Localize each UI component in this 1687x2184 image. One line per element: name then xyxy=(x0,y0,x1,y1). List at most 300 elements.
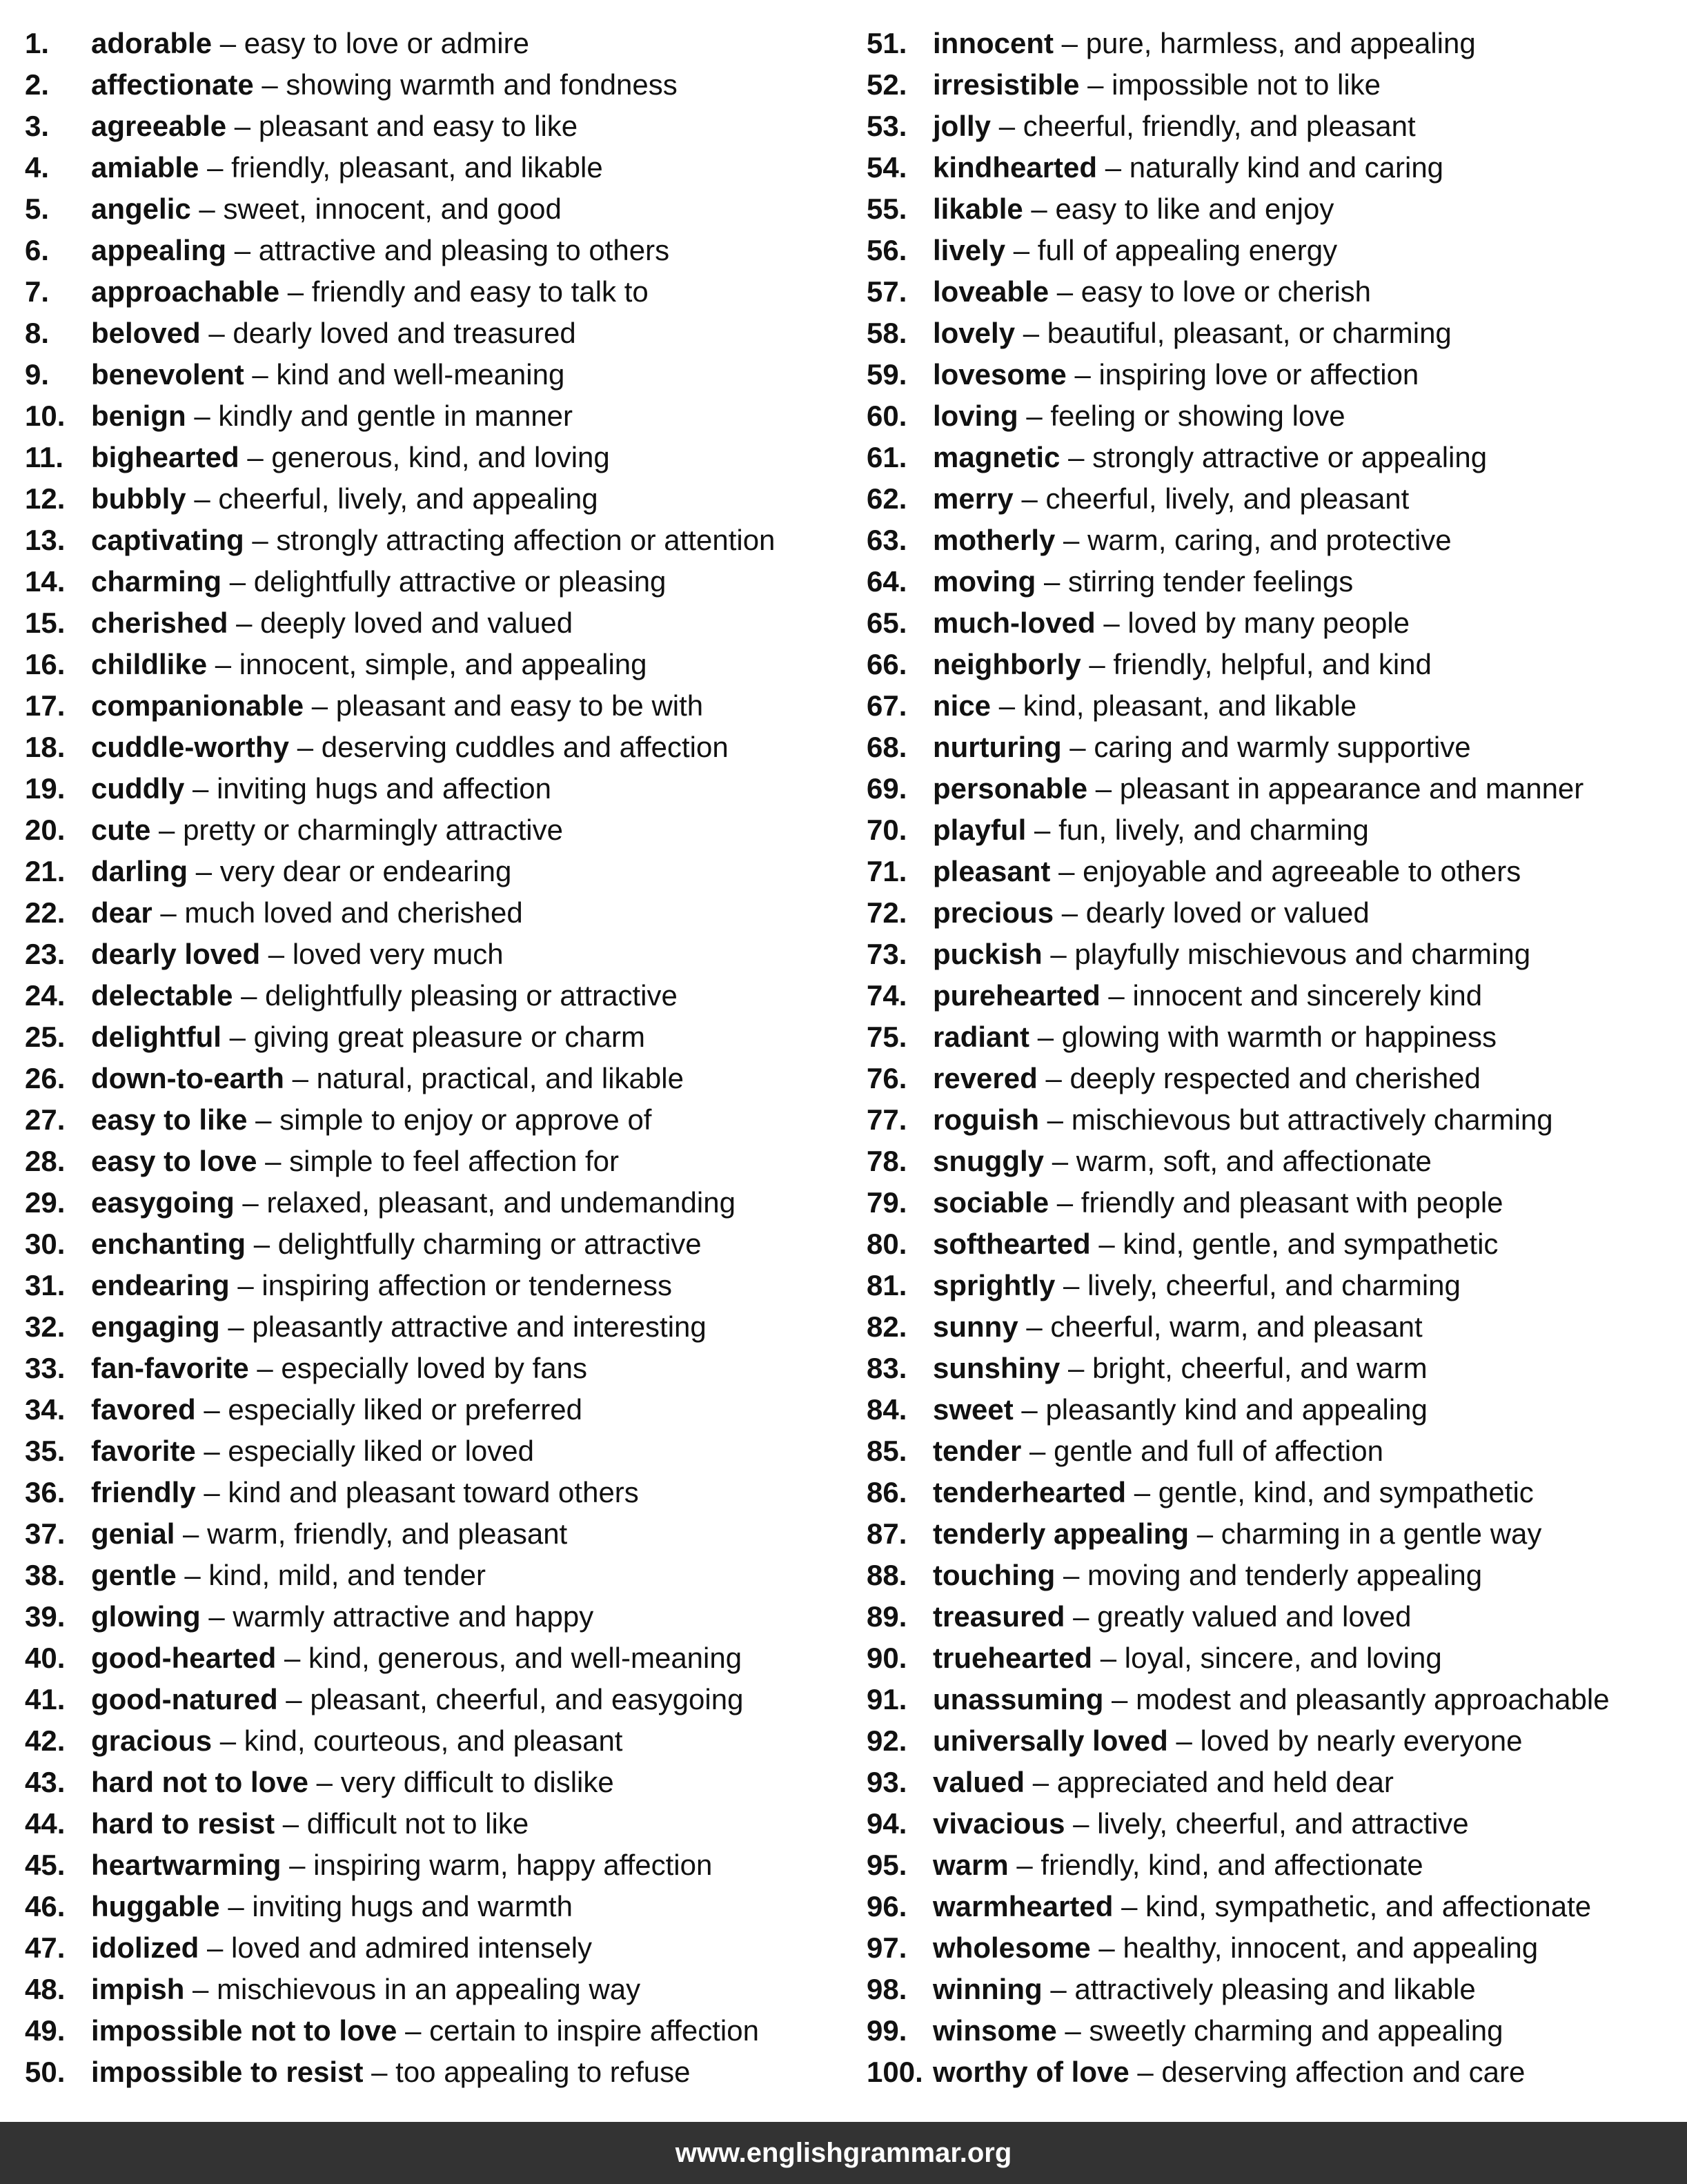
entry-content xyxy=(933,64,1381,106)
entry-content xyxy=(91,1182,736,1223)
list-item xyxy=(867,1265,1684,1306)
entry-definition: simple to enjoy or approve of xyxy=(279,1103,652,1136)
entry-number: 43. xyxy=(25,1766,66,1798)
entry-number: 61. xyxy=(867,441,907,473)
entry-word: beloved xyxy=(91,317,201,349)
list-item xyxy=(867,1762,1684,1803)
entry-number: 71. xyxy=(867,855,907,887)
entry-word: cherished xyxy=(91,607,228,639)
entry-content xyxy=(933,1306,1423,1348)
entry-word: treasured xyxy=(933,1600,1065,1633)
list-item xyxy=(25,1844,839,1886)
entry-dash: – xyxy=(193,1973,209,2005)
entry-dash: – xyxy=(1047,1103,1064,1136)
entry-content xyxy=(91,478,598,520)
entry-content xyxy=(91,1389,582,1430)
entry-definition: modest and pleasantly approachable xyxy=(1136,1683,1610,1715)
entry-word: sociable xyxy=(933,1186,1049,1219)
entry-number: 46. xyxy=(25,1890,66,1922)
entry-content xyxy=(933,147,1443,188)
entry-dash: – xyxy=(228,1310,244,1343)
entry-content xyxy=(91,1555,486,1596)
list-item xyxy=(25,1596,839,1637)
entry-definition: attractive and pleasing to others xyxy=(258,234,670,266)
entry-dash: – xyxy=(252,358,268,391)
list-item xyxy=(25,1389,839,1430)
entry-content xyxy=(91,768,551,809)
entry-content xyxy=(91,892,523,934)
entry-word: winning xyxy=(933,1973,1043,2005)
entry-content xyxy=(933,395,1345,437)
entry-word: irresistible xyxy=(933,68,1080,101)
entry-definition: charming in a gentle way xyxy=(1221,1517,1542,1550)
list-item xyxy=(25,1182,839,1223)
entry-definition: pleasant and easy to like xyxy=(258,110,578,142)
list-item xyxy=(25,1430,839,1472)
entry-word: easy to love xyxy=(91,1145,257,1177)
entry-definition: kind, pleasant, and likable xyxy=(1023,689,1357,722)
entry-word: magnetic xyxy=(933,441,1060,473)
entry-number: 96. xyxy=(867,1890,907,1922)
entry-number: 3. xyxy=(25,110,50,142)
entry-definition: loved very much xyxy=(292,938,504,970)
entry-number: 98. xyxy=(867,1973,907,2005)
entry-word: jolly xyxy=(933,110,992,142)
entry-word: impish xyxy=(91,1973,185,2005)
entry-content xyxy=(91,685,703,727)
list-item xyxy=(867,1141,1684,1182)
entry-content xyxy=(933,1223,1498,1265)
entry-content xyxy=(91,1016,645,1058)
footer-bar xyxy=(0,2122,1687,2184)
entry-number: 87. xyxy=(867,1517,907,1550)
entry-dash: – xyxy=(215,648,232,680)
entry-number: 17. xyxy=(25,689,66,722)
list-item xyxy=(867,64,1684,106)
entry-definition: certain to inspire affection xyxy=(429,2014,759,2047)
list-item xyxy=(25,1969,839,2010)
entry-content xyxy=(91,1099,651,1141)
entry-definition: cheerful, warm, and pleasant xyxy=(1050,1310,1423,1343)
entry-content xyxy=(933,437,1487,478)
entry-dash: – xyxy=(1052,1145,1069,1177)
list-item xyxy=(25,2010,839,2052)
entry-content xyxy=(91,2052,690,2093)
list-item xyxy=(25,1265,839,1306)
entry-dash: – xyxy=(1095,772,1112,805)
entry-content xyxy=(91,727,729,768)
footer-url[interactable]: www.englishgrammar.org xyxy=(675,2137,1012,2168)
entry-dash: – xyxy=(255,1103,272,1136)
entry-number: 14. xyxy=(25,565,66,598)
entry-definition: dearly loved and treasured xyxy=(233,317,576,349)
entry-number: 45. xyxy=(25,1849,66,1881)
entry-number: 44. xyxy=(25,1807,66,1840)
entry-content xyxy=(933,1720,1522,1762)
entry-dash: – xyxy=(199,193,215,225)
entry-content xyxy=(933,106,1416,147)
list-item xyxy=(867,1969,1684,2010)
entry-content xyxy=(933,1389,1428,1430)
entry-word: warmhearted xyxy=(933,1890,1114,1922)
list-item xyxy=(25,354,839,395)
entry-number: 85. xyxy=(867,1435,907,1467)
entry-dash: – xyxy=(1068,1352,1085,1384)
entry-content xyxy=(933,23,1476,64)
entry-number: 90. xyxy=(867,1642,907,1674)
entry-number: 81. xyxy=(867,1269,907,1301)
entry-definition: especially liked or loved xyxy=(228,1435,534,1467)
entry-content xyxy=(933,1844,1423,1886)
list-item xyxy=(867,1637,1684,1679)
entry-dash: – xyxy=(194,482,210,515)
entry-number: 68. xyxy=(867,731,907,763)
entry-dash: – xyxy=(286,1683,302,1715)
entry-word: good-hearted xyxy=(91,1642,277,1674)
entry-content xyxy=(933,727,1471,768)
entry-definition: easy to love or cherish xyxy=(1081,275,1372,308)
entry-word: captivating xyxy=(91,524,244,556)
entry-word: darling xyxy=(91,855,188,887)
entry-content xyxy=(933,271,1371,313)
entry-number: 93. xyxy=(867,1766,907,1798)
list-item xyxy=(25,64,839,106)
entry-content xyxy=(933,313,1452,354)
entry-definition: very dear or endearing xyxy=(219,855,512,887)
entry-dash: – xyxy=(1050,1973,1067,2005)
list-item xyxy=(25,1927,839,1969)
entry-number: 67. xyxy=(867,689,907,722)
entry-number: 50. xyxy=(25,2056,66,2088)
entry-number: 94. xyxy=(867,1807,907,1840)
list-item xyxy=(867,685,1684,727)
list-item xyxy=(25,768,839,809)
entry-dash: – xyxy=(1034,814,1051,846)
entry-number: 13. xyxy=(25,524,66,556)
entry-number: 6. xyxy=(25,234,50,266)
entry-number: 48. xyxy=(25,1973,66,2005)
entry-definition: deeply loved and valued xyxy=(260,607,573,639)
entry-word: heartwarming xyxy=(91,1849,282,1881)
entry-word: wholesome xyxy=(933,1931,1091,1964)
entry-definition: generous, kind, and loving xyxy=(271,441,610,473)
entry-word: roguish xyxy=(933,1103,1039,1136)
entry-number: 21. xyxy=(25,855,66,887)
entry-dash: – xyxy=(194,400,210,432)
entry-number: 58. xyxy=(867,317,907,349)
entry-number: 10. xyxy=(25,400,66,432)
entry-number: 57. xyxy=(867,275,907,308)
entry-number: 56. xyxy=(867,234,907,266)
entry-definition: loyal, sincere, and loving xyxy=(1124,1642,1442,1674)
entry-dash: – xyxy=(1013,234,1030,266)
entry-number: 31. xyxy=(25,1269,66,1301)
entry-number: 69. xyxy=(867,772,907,805)
entry-dash: – xyxy=(207,1931,224,1964)
entry-dash: – xyxy=(284,1642,301,1674)
entry-definition: loved by many people xyxy=(1127,607,1410,639)
entry-word: genial xyxy=(91,1517,175,1550)
entry-dash: – xyxy=(204,1393,220,1426)
entry-number: 100. xyxy=(867,2056,923,2088)
entry-number: 36. xyxy=(25,1476,66,1508)
entry-dash: – xyxy=(183,1517,199,1550)
entry-word: warm xyxy=(933,1849,1009,1881)
entry-content xyxy=(933,768,1584,809)
entry-dash: – xyxy=(257,1352,273,1384)
list-item xyxy=(867,602,1684,644)
entry-number: 24. xyxy=(25,979,66,1012)
list-item xyxy=(25,1223,839,1265)
entry-number: 11. xyxy=(25,441,64,473)
entry-number: 35. xyxy=(25,1435,66,1467)
entry-dash: – xyxy=(1087,68,1104,101)
entry-word: revered xyxy=(933,1062,1038,1094)
entry-word: pleasant xyxy=(933,855,1051,887)
entry-dash: – xyxy=(1044,565,1060,598)
entry-number: 22. xyxy=(25,896,66,929)
entry-word: engaging xyxy=(91,1310,220,1343)
entry-number: 38. xyxy=(25,1559,66,1591)
list-item xyxy=(867,768,1684,809)
entry-word: affectionate xyxy=(91,68,254,101)
entry-number: 32. xyxy=(25,1310,66,1343)
entry-dash: – xyxy=(311,689,328,722)
entry-number: 77. xyxy=(867,1103,907,1136)
entry-content xyxy=(91,395,573,437)
entry-dash: – xyxy=(1176,1724,1192,1757)
list-item xyxy=(867,851,1684,892)
entry-definition: difficult not to like xyxy=(306,1807,529,1840)
entry-definition: delightfully charming or attractive xyxy=(277,1228,702,1260)
entry-number: 86. xyxy=(867,1476,907,1508)
entry-definition: easy to like and enjoy xyxy=(1055,193,1334,225)
entry-number: 64. xyxy=(867,565,907,598)
entry-definition: pleasantly kind and appealing xyxy=(1045,1393,1428,1426)
entry-content xyxy=(933,2052,1525,2093)
entry-definition: friendly and easy to talk to xyxy=(311,275,649,308)
entry-content xyxy=(933,1513,1541,1555)
entry-content xyxy=(91,313,576,354)
list-item xyxy=(25,2052,839,2093)
list-item xyxy=(867,313,1684,354)
list-item xyxy=(25,271,839,313)
entry-dash: – xyxy=(234,110,251,142)
entry-dash: – xyxy=(998,110,1016,142)
entry-definition: friendly, kind, and affectionate xyxy=(1040,1849,1423,1881)
entry-content xyxy=(91,230,669,271)
entry-number: 12. xyxy=(25,482,66,515)
entry-number: 7. xyxy=(25,275,50,308)
entry-dash: – xyxy=(1073,1807,1089,1840)
entry-dash: – xyxy=(237,1269,254,1301)
entry-number: 72. xyxy=(867,896,907,929)
entry-dash: – xyxy=(405,2014,422,2047)
entry-definition: kind, gentle, and sympathetic xyxy=(1123,1228,1499,1260)
entry-content xyxy=(933,1762,1394,1803)
entry-content xyxy=(91,64,678,106)
entry-content xyxy=(933,1679,1610,1720)
entry-definition: impossible not to like xyxy=(1112,68,1381,101)
entry-definition: cheerful, lively, and pleasant xyxy=(1045,482,1410,515)
entry-number: 29. xyxy=(25,1186,66,1219)
entry-dash: – xyxy=(184,1559,201,1591)
entry-content xyxy=(91,1969,640,2010)
list-item xyxy=(25,892,839,934)
list-item xyxy=(25,230,839,271)
entry-number: 27. xyxy=(25,1103,66,1136)
list-item xyxy=(25,561,839,602)
entry-number: 51. xyxy=(867,27,907,59)
entry-word: dear xyxy=(91,896,152,929)
entry-word: kindhearted xyxy=(933,151,1098,184)
entry-content xyxy=(91,602,573,644)
entry-word: tenderly appealing xyxy=(933,1517,1190,1550)
entry-number: 78. xyxy=(867,1145,907,1177)
entry-number: 66. xyxy=(867,648,907,680)
list-item xyxy=(867,1182,1684,1223)
entry-definition: healthy, innocent, and appealing xyxy=(1123,1931,1539,1964)
entry-dash: – xyxy=(287,275,304,308)
entry-content xyxy=(933,1430,1383,1472)
entry-number: 95. xyxy=(867,1849,907,1881)
entry-word: touching xyxy=(933,1559,1056,1591)
list-item xyxy=(25,809,839,851)
entry-content xyxy=(91,147,603,188)
list-item xyxy=(25,1099,839,1141)
entry-dash: – xyxy=(1063,1269,1080,1301)
entry-content xyxy=(933,1596,1411,1637)
entry-number: 2. xyxy=(25,68,50,101)
entry-content xyxy=(91,520,775,561)
entry-definition: warm, soft, and affectionate xyxy=(1076,1145,1432,1177)
entry-dash: – xyxy=(229,1021,246,1053)
list-item xyxy=(25,1886,839,1927)
list-item xyxy=(867,1472,1684,1513)
list-item xyxy=(25,1803,839,1844)
entry-definition: stirring tender feelings xyxy=(1068,565,1354,598)
entry-dash: – xyxy=(268,938,285,970)
list-item xyxy=(867,975,1684,1016)
entry-number: 60. xyxy=(867,400,907,432)
entry-number: 41. xyxy=(25,1683,66,1715)
entry-definition: pure, harmless, and appealing xyxy=(1085,27,1476,59)
entry-word: loveable xyxy=(933,275,1049,308)
entry-dash: – xyxy=(1029,1435,1046,1467)
entry-dash: – xyxy=(236,607,253,639)
entry-word: nice xyxy=(933,689,992,722)
entry-definition: inspiring warm, happy affection xyxy=(313,1849,713,1881)
entry-content xyxy=(91,23,529,64)
entry-dash: – xyxy=(289,1849,306,1881)
entry-definition: much loved and cherished xyxy=(184,896,523,929)
entry-dash: – xyxy=(234,234,251,266)
entry-content xyxy=(91,1596,593,1637)
entry-dash: – xyxy=(1112,1683,1128,1715)
entry-word: worthy of love xyxy=(933,2056,1129,2088)
list-item xyxy=(25,1306,839,1348)
entry-number: 70. xyxy=(867,814,907,846)
entry-dash: – xyxy=(1037,1021,1054,1053)
entry-dash: – xyxy=(208,317,225,349)
list-item xyxy=(25,1058,839,1099)
entry-content xyxy=(933,1016,1497,1058)
entry-dash: – xyxy=(316,1766,333,1798)
entry-definition: too appealing to refuse xyxy=(395,2056,691,2088)
entry-number: 49. xyxy=(25,2014,66,2047)
entry-word: hard not to love xyxy=(91,1766,308,1798)
entry-number: 73. xyxy=(867,938,907,970)
entry-content xyxy=(933,934,1530,975)
list-item xyxy=(25,313,839,354)
entry-word: sweet xyxy=(933,1393,1014,1426)
entry-content xyxy=(91,975,678,1016)
entry-word: benign xyxy=(91,400,186,432)
entry-definition: warm, friendly, and pleasant xyxy=(207,1517,568,1550)
entry-number: 53. xyxy=(867,110,907,142)
list-item xyxy=(25,1016,839,1058)
entry-number: 55. xyxy=(867,193,907,225)
entry-content xyxy=(91,851,511,892)
entry-content xyxy=(91,1844,712,1886)
entry-word: angelic xyxy=(91,193,191,225)
entry-dash: – xyxy=(253,1228,270,1260)
entry-word: moving xyxy=(933,565,1036,598)
entry-dash: – xyxy=(1074,358,1091,391)
list-item xyxy=(867,809,1684,851)
entry-word: likable xyxy=(933,193,1023,225)
entry-definition: mischievous in an appealing way xyxy=(217,1973,641,2005)
entry-content xyxy=(933,975,1482,1016)
entry-number: 19. xyxy=(25,772,66,805)
entry-dash: – xyxy=(193,772,209,805)
list-item xyxy=(25,851,839,892)
entry-content xyxy=(933,602,1410,644)
entry-content xyxy=(91,2010,759,2052)
entry-content xyxy=(933,851,1521,892)
entry-definition: lively, cheerful, and attractive xyxy=(1097,1807,1469,1840)
entry-content xyxy=(91,1141,619,1182)
entry-word: unassuming xyxy=(933,1683,1104,1715)
entry-definition: moving and tenderly appealing xyxy=(1087,1559,1483,1591)
entry-definition: playfully mischievous and charming xyxy=(1074,938,1531,970)
entry-word: tenderhearted xyxy=(933,1476,1127,1508)
list-item xyxy=(25,1679,839,1720)
entry-definition: glowing with warmth or happiness xyxy=(1061,1021,1497,1053)
entry-content xyxy=(91,1306,707,1348)
entry-definition: very difficult to dislike xyxy=(340,1766,614,1798)
entry-definition: sweetly charming and appealing xyxy=(1089,2014,1503,2047)
entry-definition: cheerful, friendly, and pleasant xyxy=(1023,110,1416,142)
entry-dash: – xyxy=(1196,1517,1214,1550)
entry-dash: – xyxy=(998,689,1016,722)
entry-dash: – xyxy=(204,1476,220,1508)
entry-dash: – xyxy=(247,441,264,473)
entry-dash: – xyxy=(1103,607,1120,639)
entry-dash: – xyxy=(242,1186,259,1219)
entry-word: impossible to resist xyxy=(91,2056,364,2088)
entry-word: cuddle-worthy xyxy=(91,731,290,763)
entry-content xyxy=(933,1803,1469,1844)
entry-dash: – xyxy=(262,68,278,101)
list-item xyxy=(25,437,839,478)
entry-dash: – xyxy=(1021,482,1038,515)
entry-dash: – xyxy=(1063,524,1080,556)
entry-definition: feeling or showing love xyxy=(1050,400,1345,432)
entry-content xyxy=(933,1555,1482,1596)
entry-definition: friendly, helpful, and kind xyxy=(1113,648,1432,680)
entry-number: 54. xyxy=(867,151,907,184)
